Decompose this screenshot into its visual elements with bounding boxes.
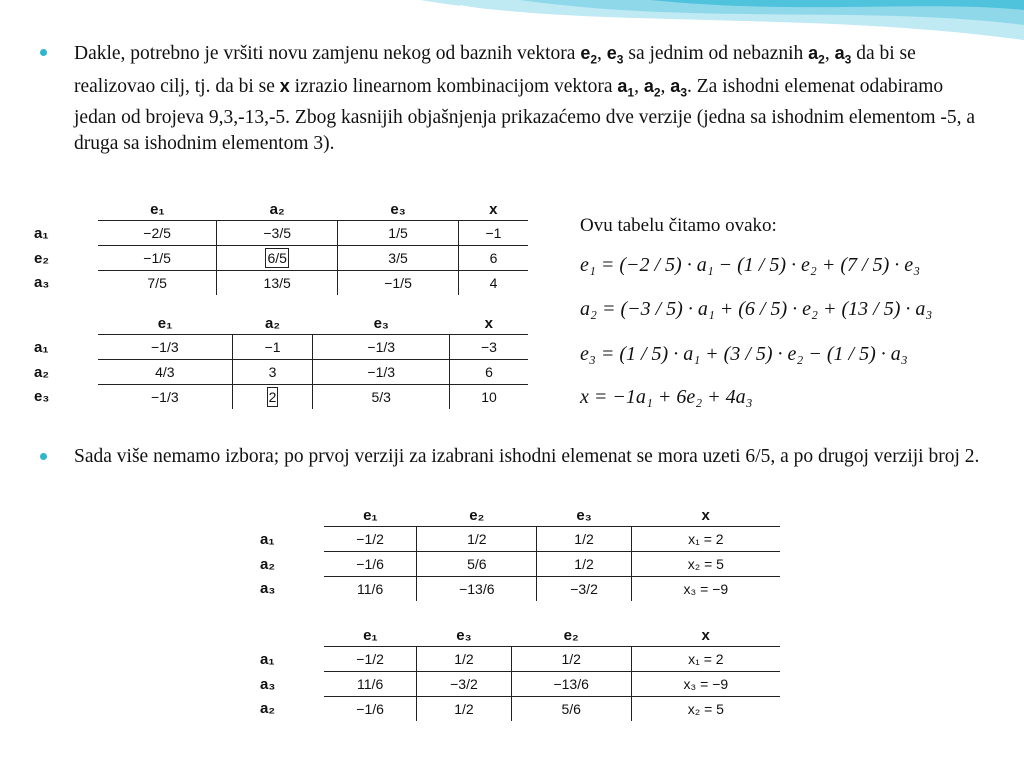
table-cell: −3/2 bbox=[537, 577, 631, 602]
corner-cell bbox=[32, 312, 98, 335]
table-reading-caption: Ovu tabelu čitamo ovako: bbox=[580, 215, 777, 236]
simplex-table-version-2 bbox=[32, 312, 528, 409]
vector-symbol: x bbox=[279, 75, 290, 96]
table-row bbox=[258, 672, 780, 697]
row-label: a₁ bbox=[260, 530, 275, 548]
simplex-table-version-1 bbox=[32, 198, 528, 295]
table-cell: 6 bbox=[458, 246, 528, 271]
pivot-cell bbox=[217, 246, 338, 271]
row-label: a₃ bbox=[260, 675, 276, 693]
result-table-version-1 bbox=[258, 504, 780, 601]
table-cell: 11/6 bbox=[357, 581, 384, 597]
table-cell: x₁ = 2 bbox=[631, 527, 780, 552]
column-header: e₂ bbox=[417, 504, 537, 527]
table-cell: −1/3 bbox=[150, 389, 179, 405]
table-cell: 1/2 bbox=[537, 552, 631, 577]
vector-subscript: 3 bbox=[680, 85, 687, 100]
table-cell: 11/6 bbox=[324, 672, 417, 697]
vector-symbol: a bbox=[617, 75, 628, 96]
table-cell: −13/6 bbox=[417, 577, 537, 602]
row-label: a₃ bbox=[260, 580, 276, 598]
table-cell: −1/2 bbox=[324, 527, 417, 552]
separator: , bbox=[597, 43, 607, 64]
row-label: e₃ bbox=[34, 388, 50, 406]
vector-subscript: 1 bbox=[627, 85, 635, 100]
bullet-icon bbox=[40, 453, 47, 460]
table-row bbox=[32, 335, 528, 360]
column-header: a₂ bbox=[217, 198, 338, 221]
table-cell: −1/6 bbox=[324, 552, 417, 577]
row-label: a₂ bbox=[260, 555, 276, 573]
table-cell: −1/6 bbox=[356, 701, 384, 717]
table-row bbox=[258, 647, 780, 672]
vector-subscript: 3 bbox=[616, 52, 624, 67]
table-cell: −1/5 bbox=[338, 271, 459, 296]
equation-1: e₁ = (−2 / 5) · a₁ − (1 / 5) · e₂ + (7 / 5) · e₃ bbox=[580, 254, 921, 276]
column-header: e₃ bbox=[338, 198, 459, 221]
table-row bbox=[258, 577, 780, 602]
vector-symbol: e bbox=[580, 43, 591, 63]
table-cell: 4/3 bbox=[98, 360, 232, 385]
table-cell: 1/2 bbox=[537, 527, 631, 552]
column-header: e₁ bbox=[324, 504, 417, 527]
text-segment: . Za ishodni elemenat odabiramo jedan od brojeva 9,3,-13,-5. Zbog kasnijih objašnjenja prikazaćemo dve verzije (jedna sa ishodnim elementom -5, a druga sa ishodnim elementom 3). bbox=[74, 75, 976, 155]
table-cell: 3 bbox=[232, 360, 313, 385]
column-header: e₃ bbox=[313, 312, 450, 335]
result-table-version-2 bbox=[258, 624, 780, 721]
bullet-paragraph-1 bbox=[52, 40, 982, 157]
vector-subscript: 3 bbox=[844, 52, 852, 67]
table-row bbox=[32, 271, 528, 296]
corner-cell bbox=[32, 198, 98, 221]
vector-symbol: e bbox=[606, 43, 617, 63]
row-label: a₁ bbox=[34, 224, 49, 242]
pivot-box: 2 bbox=[268, 389, 277, 405]
row-label: a₃ bbox=[34, 274, 50, 292]
table-row bbox=[32, 221, 528, 246]
table-cell: 1/2 bbox=[417, 527, 537, 552]
column-header: e₃ bbox=[537, 504, 631, 527]
table-row bbox=[258, 697, 780, 722]
table-row bbox=[32, 246, 528, 271]
table-cell: −3/5 bbox=[217, 221, 338, 246]
text-segment: izrazio linearnom kombinacijom vektora bbox=[289, 75, 618, 97]
column-header: e₁ bbox=[98, 198, 217, 221]
row-label: a₂ bbox=[260, 700, 276, 718]
text-segment: sa jednim od nebaznih bbox=[623, 43, 809, 64]
text-segment: Dakle, potrebno je vršiti novu zamjenu nekog od baznih vektora bbox=[74, 43, 581, 64]
table-cell: x₂ = 5 bbox=[631, 697, 780, 722]
column-header: e₂ bbox=[511, 624, 631, 647]
table-cell: −3/2 bbox=[417, 672, 511, 697]
vector-symbol: a bbox=[670, 75, 681, 96]
table-cell: 1/2 bbox=[417, 697, 511, 722]
column-header: a₂ bbox=[232, 312, 313, 335]
table-cell: 1/2 bbox=[417, 647, 511, 672]
table-cell: 1/2 bbox=[511, 647, 631, 672]
table-cell: 5/6 bbox=[417, 552, 537, 577]
text-segment: da bi se realizovao cilj, tj. da bi se bbox=[74, 43, 916, 97]
separator: , bbox=[634, 75, 644, 97]
table-cell: 5/3 bbox=[313, 385, 450, 410]
table-cell: −1 bbox=[232, 335, 313, 360]
column-header: x bbox=[631, 624, 780, 647]
equation-3: e₃ = (1 / 5) · a₁ + (3 / 5) · e₂ − (1 / 5) · a₃ bbox=[580, 343, 908, 365]
table-row bbox=[32, 360, 528, 385]
bullet-paragraph-2 bbox=[52, 444, 982, 470]
bullet-text: Sada više nemamo izbora; po prvoj verziji za izabrani ishodni elemenat se mora uzeti 6/5, a po drugoj verziji broj 2. bbox=[74, 446, 980, 467]
column-header: x bbox=[458, 198, 528, 221]
vector-symbol: a bbox=[834, 43, 845, 63]
table-cell: x₃ = −9 bbox=[631, 577, 780, 602]
row-label: a₁ bbox=[34, 338, 49, 356]
table-cell: −3 bbox=[449, 335, 528, 360]
separator: , bbox=[824, 43, 835, 64]
row-label: a₂ bbox=[34, 363, 50, 381]
table-cell: 4 bbox=[458, 271, 528, 296]
table-cell: x₂ = 5 bbox=[631, 552, 780, 577]
corner-cell bbox=[258, 504, 324, 527]
table-cell: 7/5 bbox=[147, 275, 167, 291]
vector-subscript: 2 bbox=[818, 52, 825, 67]
table-cell: 3/5 bbox=[338, 246, 459, 271]
vector-symbol: a bbox=[643, 75, 654, 96]
column-header: x bbox=[449, 312, 528, 335]
table-cell: 10 bbox=[449, 385, 528, 410]
equation-2: a₂ = (−3 / 5) · a₁ + (6 / 5) · e₂ + (13 / 5) · a₃ bbox=[580, 298, 933, 320]
vector-symbol: a bbox=[808, 43, 819, 63]
column-header: x bbox=[631, 504, 780, 527]
table-cell: −2/5 bbox=[98, 221, 217, 246]
column-header: e₁ bbox=[98, 312, 232, 335]
table-cell: 5/6 bbox=[511, 697, 631, 722]
table-cell: −13/6 bbox=[511, 672, 631, 697]
table-cell: 6 bbox=[449, 360, 528, 385]
vector-subscript: 2 bbox=[590, 52, 598, 67]
table-cell: −1/3 bbox=[313, 360, 450, 385]
vector-subscript: 2 bbox=[653, 85, 661, 100]
row-label: a₁ bbox=[260, 650, 275, 668]
table-cell: −1/5 bbox=[98, 246, 217, 271]
table-cell: 1/5 bbox=[338, 221, 459, 246]
equation-4: x = −1a₁ + 6e₂ + 4a₃ bbox=[580, 386, 753, 408]
table-cell: x₃ = −9 bbox=[631, 672, 780, 697]
pivot-box: 6/5 bbox=[267, 250, 287, 266]
table-cell: −1/2 bbox=[324, 647, 417, 672]
table-cell: −1/3 bbox=[313, 335, 450, 360]
table-row bbox=[32, 385, 528, 410]
table-row bbox=[258, 527, 780, 552]
column-header: e₃ bbox=[417, 624, 511, 647]
row-label: e₂ bbox=[34, 249, 50, 267]
table-cell: 13/5 bbox=[217, 271, 338, 296]
column-header: e₁ bbox=[324, 624, 417, 647]
pivot-cell bbox=[232, 385, 313, 410]
bullet-icon bbox=[40, 49, 47, 56]
table-cell: −1 bbox=[458, 221, 528, 246]
table-row bbox=[258, 552, 780, 577]
table-cell: x₁ = 2 bbox=[631, 647, 780, 672]
corner-cell bbox=[258, 624, 324, 647]
separator: , bbox=[660, 75, 671, 97]
table-cell: −1/3 bbox=[98, 335, 232, 360]
